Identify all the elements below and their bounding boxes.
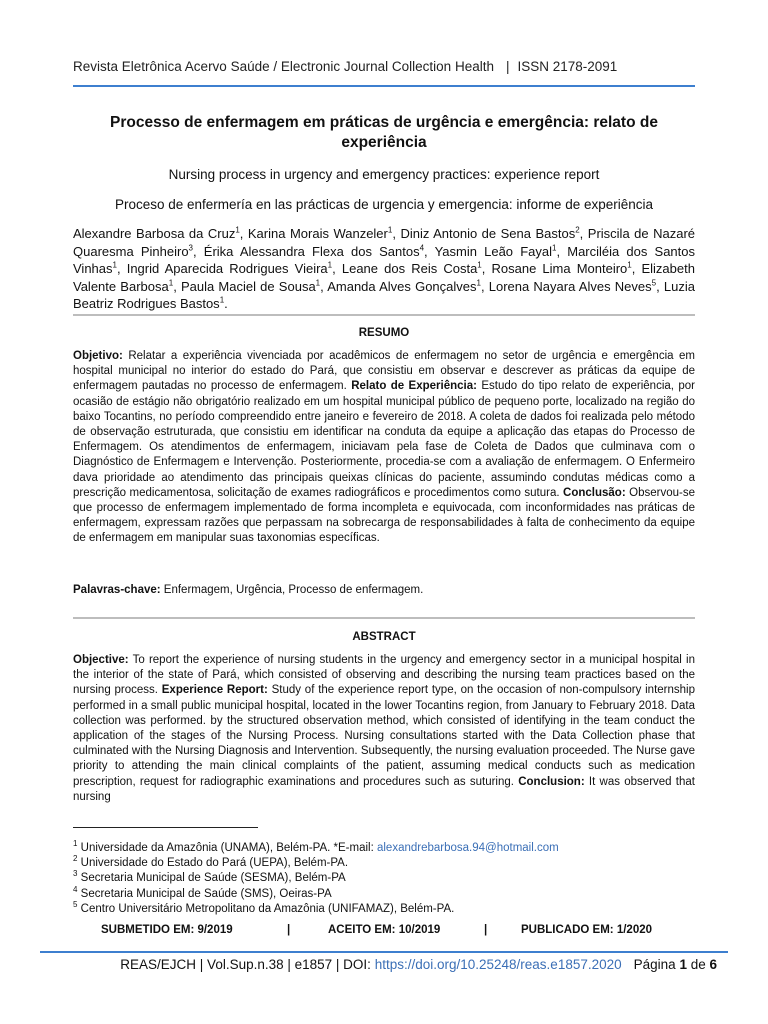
author-name: Elizabeth Valente Barbosa <box>73 261 695 294</box>
section-label: Conclusion: <box>518 775 585 788</box>
author-affiliation: 1 <box>387 225 393 235</box>
subtitle-spanish: Proceso de enfermería en las prácticas de urgencia y emergencia: informe de experiência <box>114 197 654 212</box>
author-affiliation: 1 <box>168 278 174 288</box>
page-label: Página <box>633 957 680 972</box>
author-list <box>73 225 695 313</box>
section-text: Study of the experience report type, on the occasion of non-compulsory internship performed in a small public municipal hospital, located in the lower Tocantins region, from January to February 2018. Data collection was performed. by the structured observation method, which consisted of identifying in the team conduct the application of the stages of the Nursing Process. Nursing consultations started with the Data Collection phase that culminated with the Nursing Diagnosis and Intervention. Subsequently, the nursing evaluation proceeded. The Nurse gave priority to attending the main clinical complaints of the patient, assuming medical conducts such as medication prescription, request for radiographic examinations and procedures such as suturing. <box>73 684 695 788</box>
footnote-text: Secretaria Municipal de Saúde (SMS), Oeiras-PA <box>77 887 332 900</box>
author-name: Karina Morais Wanzeler <box>247 226 388 241</box>
author-name: Rosane Lima Monteiro <box>491 261 628 277</box>
footnote-number: 4 <box>73 884 78 894</box>
footnote-text: Universidade do Estado do Pará (UEPA), Belém-PA. <box>77 857 349 870</box>
abstract-heading: ABSTRACT <box>352 631 416 643</box>
section-text: It was observed that nursing <box>73 775 695 803</box>
abstract-text <box>73 653 695 805</box>
footnote-number: 5 <box>73 899 78 909</box>
author-separator: , <box>239 226 248 241</box>
footnote-number: 3 <box>73 869 78 879</box>
author-separator: , <box>320 278 328 294</box>
author-affiliation: 1 <box>235 225 240 235</box>
section-text: Observou-se que processo de enfermagem implementado de forma incompleta e equivocada, com inconformidades nas práticas de enfermagem, expressam razões que perpassam na sobrecarga de responsabilidades à falta de conhecimento da equipe de enfermagem em manipular suas taxonomias específicas. <box>73 486 695 545</box>
author-affiliation: 1 <box>476 278 481 288</box>
author-name: Diniz Antonio de Sena Bastos <box>400 226 576 241</box>
author-affiliation: 1 <box>219 296 225 306</box>
author-name: Yasmin Leão Fayal <box>434 243 552 259</box>
author-name: Alexandre Barbosa da Cruz <box>73 226 236 241</box>
author-affiliation: 3 <box>188 243 193 253</box>
author-separator: . <box>224 296 228 312</box>
keywords <box>73 584 695 596</box>
footnote-text: Centro Universitário Metropolitano da Amazônia (UNIFAMAZ), Belém-PA. <box>77 902 455 915</box>
subtitle-english: Nursing process in urgency and emergency practices: experience report <box>168 167 600 182</box>
footnote-text: Universidade da Amazônia (UNAMA), Belém-PA. *E-mail: <box>77 842 377 854</box>
header-separator: | <box>505 59 510 74</box>
author-separator: , <box>480 278 489 294</box>
section-label: Conclusão: <box>563 486 626 499</box>
author-separator: , <box>579 226 588 241</box>
footnote <box>73 884 695 902</box>
submitted-date: SUBMETIDO EM: 9/2019 <box>101 924 233 936</box>
date-separator: | <box>484 924 488 936</box>
author-affiliation: 5 <box>651 278 657 288</box>
author-separator: , <box>481 261 492 277</box>
section-label: Experience Report: <box>161 684 268 697</box>
author-separator: , <box>392 226 401 241</box>
page-total: 6 <box>709 957 717 972</box>
email-link[interactable]: alexandrebarbosa.94@hotmail.com <box>376 842 559 854</box>
section-divider <box>73 617 695 619</box>
author-separator: , <box>173 278 181 294</box>
author-separator: , <box>332 261 342 277</box>
author-affiliation: 2 <box>575 225 580 235</box>
author-affiliation: 1 <box>327 260 333 270</box>
accepted-date: ACEITO EM: 10/2019 <box>328 924 441 936</box>
author-name: Lorena Nayara Alves Neves <box>488 278 652 294</box>
section-divider <box>73 314 695 316</box>
author-affiliation: 1 <box>552 243 557 253</box>
section-text: To report the experience of nursing students in the urgency and emergency sector in a municipal hospital in the interior of the state of Pará, which consisted of observing and describing the nursing team practices based on the nursing process. <box>73 654 695 697</box>
footnote-number: 2 <box>73 854 78 864</box>
journal-header <box>73 59 695 74</box>
footnote-number: 1 <box>73 839 78 849</box>
footnote <box>73 841 695 856</box>
published-date: PUBLICADO EM: 1/2020 <box>521 924 653 936</box>
author-separator: , <box>193 243 204 259</box>
footnote <box>73 899 695 917</box>
author-separator: , <box>656 278 664 294</box>
author-affiliation: 4 <box>419 243 425 253</box>
author-affiliation: 1 <box>627 260 632 270</box>
author-name: Amanda Alves Gonçalves <box>327 278 477 294</box>
author-name: Paula Maciel de Sousa <box>180 278 316 294</box>
journal-name: Revista Eletrônica Acervo Saúde / Electronic Journal Collection Health <box>73 59 494 74</box>
author-affiliation: 1 <box>112 260 117 270</box>
section-label: Relato de Experiência: <box>351 380 477 393</box>
author-affiliation: 1 <box>315 278 321 288</box>
section-text: Relatar a experiência vivenciada por acadêmicos de enfermagem no setor de urgência e emergência em hospital municipal no interior do estado do Pará, que consistiu em observar e descrever as práticas da equipe de enfermagem pautadas no processo de enfermagem. <box>73 350 695 393</box>
author-name: Leane dos Reis Costa <box>341 261 478 277</box>
page-footer <box>40 957 717 972</box>
author-separator: , <box>116 261 127 277</box>
author-separator: , <box>424 243 435 259</box>
doi-link[interactable]: https://doi.org/10.25248/reas.e1857.2020 <box>374 957 622 972</box>
footnote-text: Secretaria Municipal de Saúde (SESMA), Belém-PA <box>77 872 346 885</box>
article-title: Processo de enfermagem em práticas de urgência e emergência: relato de experiência <box>110 114 658 151</box>
author-affiliation: 1 <box>477 260 482 270</box>
author-name: Érika Alessandra Flexa dos Santos <box>203 243 420 259</box>
author-separator: , <box>631 261 642 277</box>
footnote-divider <box>73 827 258 828</box>
author-name: Ingrid Aparecida Rodrigues Vieira <box>126 261 328 277</box>
section-text: Estudo do tipo relato de experiência, por ocasião de estágio não obrigatório realizado em um hospital municipal público de pequeno porte, localizado na região do baixo Tocantins, no período compreendido entre janeiro e fevereiro de 2018. A coleta de dados foi realizada pelo método de observação estruturada, que consistiu em identificar na conduta da equipe a aplicação das etapas do Processo de Enfermagem. Os atendimentos de enfermagem, iniciavam pela fase de Coleta de Dados que culminava com o Diagnóstico de Enfermagem e Intervenção. Posteriormente, procedia-se com a avaliação de enfermagem. O Enfermeiro dava prioridade ao atendimento das principais queixas clínicas do paciente, assumindo condutas médicas como a prescrição medicamentosa, solicitação de exames radiográficos e procedimentos como sutura. <box>73 380 695 499</box>
footer-divider <box>40 951 728 953</box>
footnote <box>73 856 695 871</box>
page-of: de <box>686 957 710 972</box>
author-name: Luzia Beatriz Rodrigues Bastos <box>73 278 695 312</box>
header-divider <box>73 85 695 87</box>
keywords-value: Enfermagem, Urgência, Processo de enfermagem. <box>160 584 424 596</box>
author-name: Priscila de Nazaré Quaresma Pinheiro <box>73 226 696 259</box>
resumo-heading: RESUMO <box>358 327 410 339</box>
footnotes <box>73 841 695 917</box>
author-name: Marciléia dos Santos Vinhas <box>73 243 695 277</box>
resumo-text <box>73 349 695 547</box>
date-separator: | <box>287 924 291 936</box>
author-separator: , <box>556 243 568 259</box>
page-number: 1 <box>679 957 687 972</box>
section-label: Objetivo: <box>73 350 123 362</box>
keywords-label: Palavras-chave: <box>73 584 161 596</box>
footnote <box>73 871 695 886</box>
citation-info: REAS/EJCH | Vol.Sup.n.38 | e1857 | DOI: <box>120 957 375 972</box>
issn: ISSN 2178-2091 <box>517 59 618 74</box>
section-label: Objective: <box>73 654 129 666</box>
